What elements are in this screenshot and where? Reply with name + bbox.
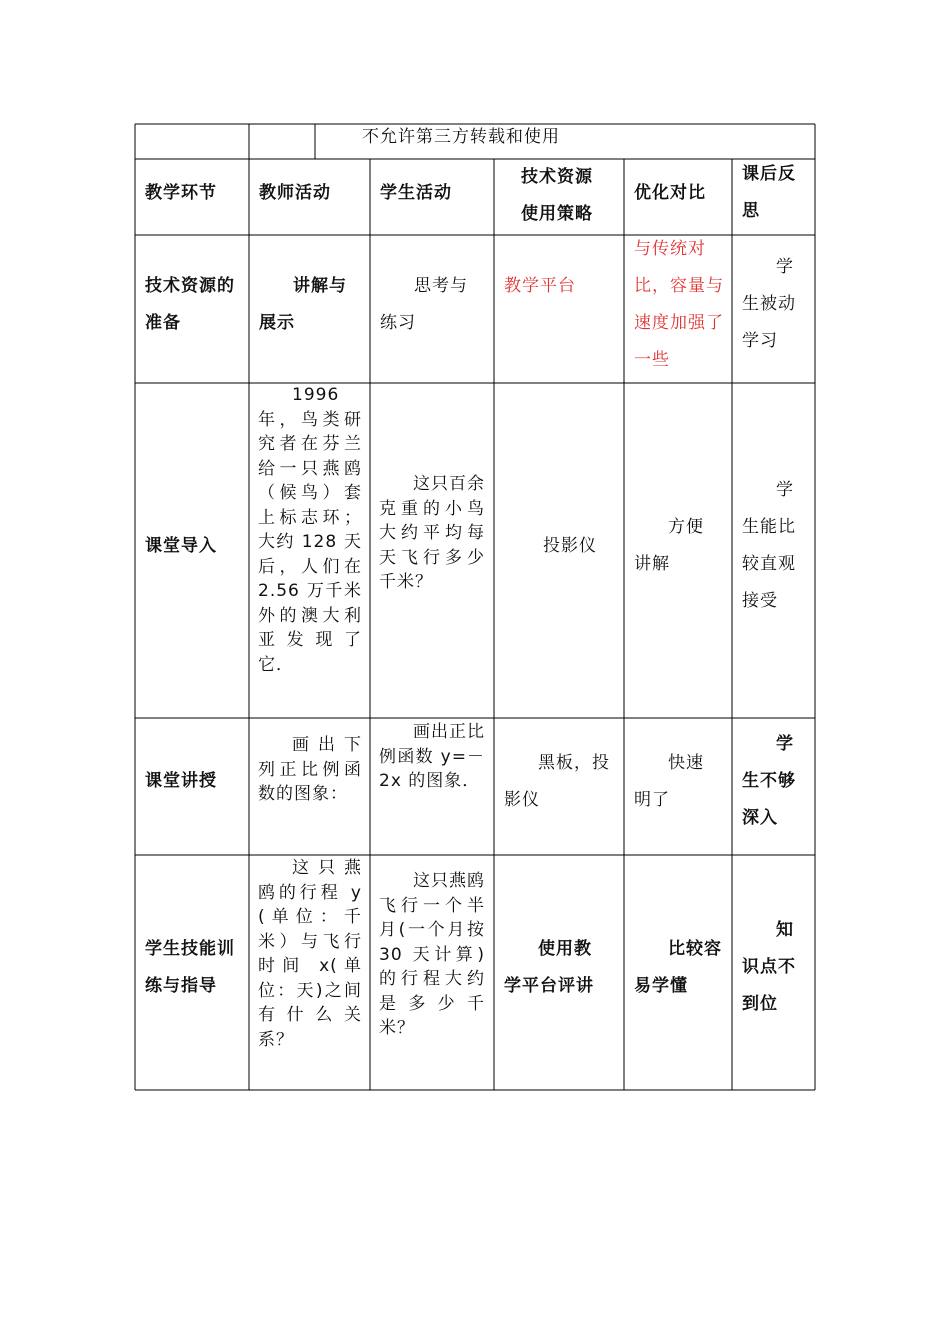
header-student: 学生活动 (380, 183, 452, 203)
row3-tech: 黑板，投影仪 (504, 753, 610, 810)
row4-teacher: 这只燕鸥的行程 y(单位：千米）与飞行时间 x(单位：天)之间有什么关系？ (258, 858, 362, 1050)
row2-compare: 方便讲解 (634, 517, 704, 574)
row1-teacher: 讲解与展示 (259, 276, 347, 333)
row1-tech: 教学平台 (504, 276, 576, 296)
row2-tech: 投影仪 (543, 536, 597, 556)
row4-stage: 学生技能训练与指导 (145, 939, 235, 996)
row3-reflect: 学生不够深入 (742, 734, 796, 828)
row4-tech: 使用教学平台评讲 (504, 939, 594, 996)
row3-teacher: 画出下列正比例函数的图象： (258, 735, 362, 804)
header-stage: 教学环节 (145, 183, 217, 203)
row2-teacher: 1996年，鸟类研究者在芬兰给一只燕鸥（候鸟）套上标志环；大约 128 天后，人们在 2.56 万千米外的澳大利亚发现了它． (258, 385, 362, 675)
row3-compare: 快速明了 (634, 753, 704, 810)
row2-student: 这只百余克重的小鸟大约平均每天飞行多少千米？ (379, 474, 485, 592)
row1-compare: 与传统对比，容量与速度加强了一些 (634, 239, 724, 370)
header-reflect: 课后反思 (742, 164, 796, 221)
copyright-notice: 不允许第三方转载和使用 (362, 127, 560, 147)
row1-reflect: 学生被动学习 (742, 257, 796, 351)
row3-student: 画出正比例函数 y=－ 2x 的图象． (379, 722, 485, 791)
row4-compare: 比较容易学懂 (634, 939, 722, 996)
row4-student: 这只燕鸥飞行一个半月(一个月按 30 天计算)的行程大约是多少千米？ (379, 871, 485, 1038)
row2-reflect: 学生能比较直观接受 (742, 480, 796, 611)
row2-stage: 课堂导入 (145, 536, 217, 556)
header-compare: 优化对比 (634, 183, 706, 203)
row3-stage: 课堂讲授 (145, 771, 217, 791)
row1-stage: 技术资源的准备 (145, 276, 235, 333)
header-tech: 技术资源使用策略 (521, 167, 593, 224)
row1-student: 思考与练习 (380, 276, 468, 333)
row4-reflect: 知识点不到位 (742, 920, 796, 1014)
header-teacher: 教师活动 (259, 183, 331, 203)
